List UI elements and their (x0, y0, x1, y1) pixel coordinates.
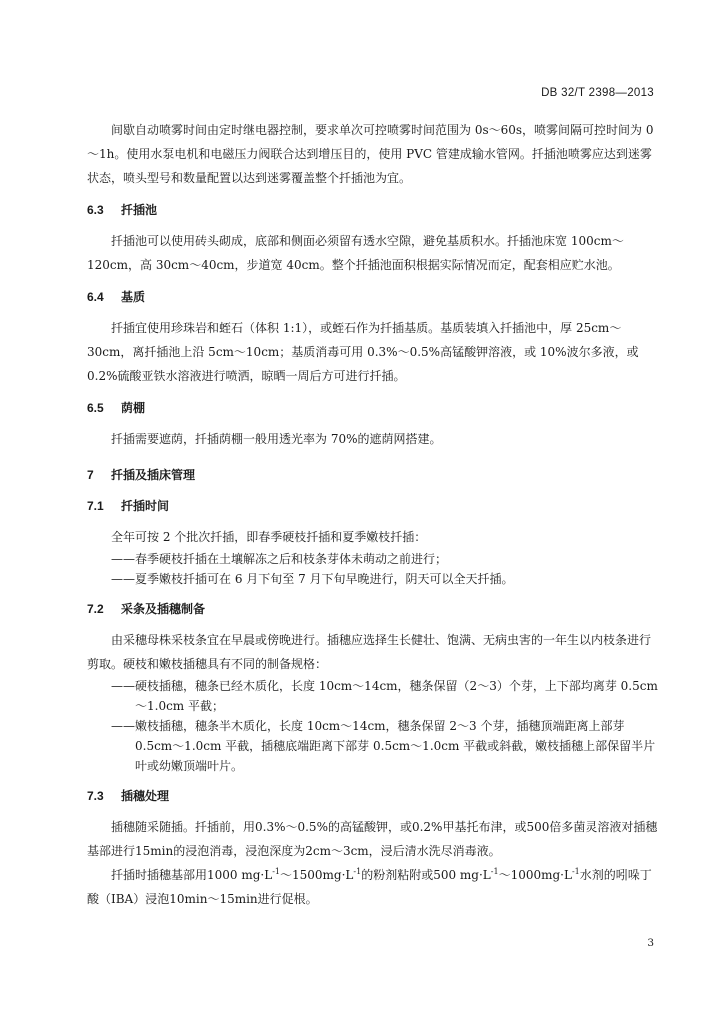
section-title: 采条及插穗制备 (121, 602, 206, 616)
list-item: ——硬枝插穗，穗条已经木质化，长度 10cm～14cm，穗条保留（2～3）个芽，上下部均离芽 0.5cm～1.0cm 平截； (111, 679, 658, 713)
section-7-2-paragraph: 由采穗母株采枝条宜在早晨或傍晚进行。插穗应选择生长健壮、饱满、无病虫害的一年生以内枝条进行剪取。硬枝和嫩枝插穗具有不同的制备规格： (87, 633, 652, 671)
section-6-4-paragraph: 扦插宜使用珍珠岩和蛭石（体积 1:1），或蛭石作为扦插基质。基质装填入扦插池中，厚 25cm～30cm，离扦插池上沿 5cm～10cm；基质消毒可用 0.3%～0.5%高锰酸钾溶液，或 10%波尔多液，或 0.2%硫酸亚铁水溶液进行喷洒，晾晒一周后方可进行扦插。 (87, 321, 639, 383)
section-6-5-heading (87, 398, 659, 419)
text-run: 水剂的吲哚丁酸（IBA）浸泡10min～15min进行促根。 (87, 868, 652, 906)
section-title: 荫棚 (121, 401, 146, 415)
list-item: ——春季硬枝扦插在土壤解冻之后和枝条芽体未萌动之前进行； (111, 552, 448, 566)
section-number: 6.4 (87, 290, 104, 304)
section-title: 插穗处理 (121, 789, 170, 803)
superscript: -1 (571, 867, 580, 876)
document-body (87, 118, 659, 911)
superscript: -1 (490, 867, 499, 876)
section-number: 6.3 (87, 203, 104, 217)
section-number: 7.2 (87, 602, 104, 616)
chapter-title: 扦插及插床管理 (111, 468, 196, 482)
section-7-3-paragraph-1: 插穗随采随插。扦插前，用0.3%～0.5%的高锰酸钾，或0.2%甲基托布津，或500倍多菌灵溶液对插穗基部进行15min的浸泡消毒，浸泡深度为2cm～3cm，浸后清水洗尽消毒液。 (87, 820, 658, 858)
list-item: ——夏季嫩枝扦插可在 6 月下旬至 7 月下旬早晚进行，阴天可以全天扦插。 (111, 572, 514, 586)
chapter-7-heading (87, 465, 659, 486)
section-6-3-heading (87, 200, 659, 221)
chapter-number: 7 (87, 468, 94, 482)
section-7-2-heading (87, 599, 659, 620)
text-run: ～1500mg·L (280, 868, 354, 882)
standard-number-header: DB 32/T 2398—2013 (541, 87, 654, 99)
section-6-5-paragraph: 扦插需要遮荫，扦插荫棚一般用透光率为 70%的遮荫网搭建。 (111, 432, 442, 446)
section-title: 扦插时间 (121, 499, 170, 513)
superscript: -1 (353, 867, 362, 876)
section-number: 6.5 (87, 401, 104, 415)
section-7-3-paragraph-2 (87, 863, 659, 911)
superscript: -1 (272, 867, 280, 876)
section-number: 7.1 (87, 499, 104, 513)
section-7-1-heading (87, 496, 659, 517)
page-number: 3 (647, 937, 654, 949)
section-6-3-paragraph: 扦插池可以使用砖头砌成，底部和侧面必须留有透水空隙，避免基质积水。扦插池床宽 100cm～120cm，高 30cm～40cm，步道宽 40cm。整个扦插池面积根据实际情况而定，配套相应贮水池。 (87, 234, 624, 272)
intro-paragraph: 间歇自动喷雾时间由定时继电器控制，要求单次可控喷雾时间范围为 0s～60s，喷雾间隔可控时间为 0～1h。使用水泵电机和电磁压力阀联合达到增压目的，使用 PVC 管建成输水管网。扦插池喷雾应达到迷雾状态，喷头型号和数量配置以达到迷雾覆盖整个扦插池为宜。 (87, 123, 654, 185)
section-title: 基质 (121, 290, 146, 304)
section-7-1-paragraph: 全年可按 2 个批次扦插，即春季硬枝扦插和夏季嫩枝扦插： (111, 530, 427, 544)
section-6-4-heading (87, 287, 659, 308)
text-run: 的粉剂粘附或500 mg·L (361, 868, 491, 882)
section-7-3-heading (87, 786, 659, 807)
text-run: 扦插时插穗基部用1000 mg·L (111, 868, 273, 882)
text-run: ～1000mg·L (498, 868, 572, 882)
section-number: 7.3 (87, 789, 104, 803)
section-title: 扦插池 (121, 203, 158, 217)
list-item: ——嫩枝插穗，穗条半木质化，长度 10cm～14cm，穗条保留 2～3 个芽，插穗顶端距离上部芽 0.5cm～1.0cm 平截，插穗底端距离下部芽 0.5cm～1.0cm 平截或斜截，嫩枝插穗上部保留半片叶或幼嫩顶端叶片。 (111, 719, 656, 773)
